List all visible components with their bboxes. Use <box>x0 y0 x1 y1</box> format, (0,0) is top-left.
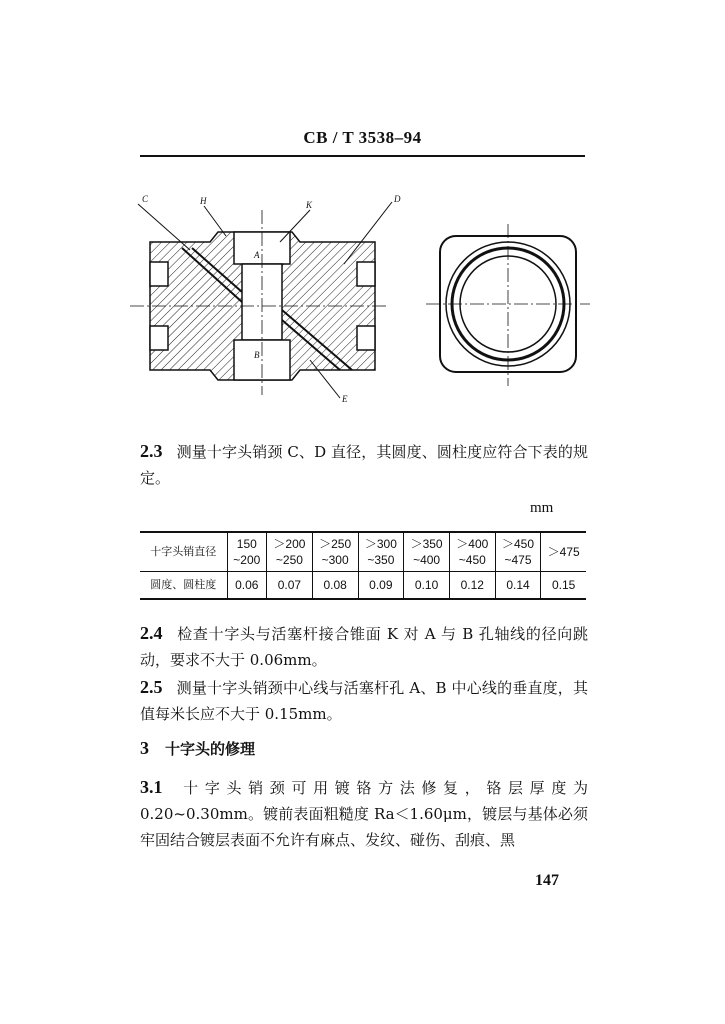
range-cell: ＞300 ~350 <box>358 532 404 572</box>
section-2-4 <box>140 620 588 673</box>
range-cell: ＞450 ~475 <box>495 532 541 572</box>
section-2-4-text: 检查十字头与活塞杆接合锥面 K 对 A 与 B 孔轴线的径向跳动，要求不大于 0.06mm。 <box>140 625 588 669</box>
section-3-title <box>140 738 255 759</box>
value-cell: 0.06 <box>227 572 267 600</box>
section-2-4-number: 2.4 <box>140 623 163 643</box>
section-2-3-number: 2.3 <box>140 441 163 461</box>
crosshead-drawing <box>130 180 590 420</box>
page-number: 147 <box>535 872 559 889</box>
label-k: K <box>306 200 313 210</box>
range-cell: ＞400 ~450 <box>449 532 495 572</box>
section-3-1-text: 十字头销颈可用镀铬方法修复，铬层厚度为 0.20~0.30mm。镀前表面粗糙度 Ra＜1.60μm，镀层与基体必须牢固结合镀层表面不允许有麻点、发纹、碰伤、刮痕、黑 <box>140 779 588 849</box>
label-h: H <box>200 196 207 206</box>
section-2-5-number: 2.5 <box>140 677 163 697</box>
end-view <box>426 224 590 386</box>
section-2-5-text: 测量十字头销颈中心线与活塞杆孔 A、B 中心线的垂直度，其值每米长应不大于 0.15mm。 <box>140 679 588 723</box>
section-3-heading: 十字头的修理 <box>165 740 256 758</box>
range-cell: ＞350 ~400 <box>404 532 450 572</box>
table-row <box>140 572 586 600</box>
label-b: B <box>254 350 260 360</box>
section-view <box>130 202 392 398</box>
value-cell: 0.08 <box>312 572 358 600</box>
label-e: E <box>342 394 348 404</box>
section-2-5 <box>140 674 588 727</box>
section-3-1-number: 3.1 <box>140 777 163 797</box>
label-a: A <box>254 250 260 260</box>
range-cell: 150 ~200 <box>227 532 267 572</box>
value-cell: 0.15 <box>541 572 586 600</box>
value-cell: 0.10 <box>404 572 450 600</box>
section-3-1 <box>140 774 588 853</box>
value-cell: 0.09 <box>358 572 404 600</box>
range-cell: ＞200 ~250 <box>267 532 313 572</box>
section-2-3 <box>140 438 588 491</box>
row-header-roundness: 圆度、圆柱度 <box>140 572 227 600</box>
value-cell: 0.07 <box>267 572 313 600</box>
range-cell: ＞475 <box>541 532 586 572</box>
table-unit: mm <box>530 500 554 516</box>
row-header-diameter: 十字头销直径 <box>140 532 227 572</box>
header-rule <box>140 155 585 157</box>
tolerance-table <box>140 531 586 600</box>
label-d: D <box>394 194 401 204</box>
section-2-3-text: 测量十字头销颈 C、D 直径，其圆度、圆柱度应符合下表的规定。 <box>140 443 588 487</box>
value-cell: 0.12 <box>449 572 495 600</box>
section-3-number: 3 <box>140 738 149 758</box>
value-cell: 0.14 <box>495 572 541 600</box>
table-row <box>140 532 586 572</box>
range-cell: ＞250 ~300 <box>312 532 358 572</box>
document-header: CB / T 3538–94 <box>303 128 422 147</box>
label-c: C <box>142 194 149 204</box>
